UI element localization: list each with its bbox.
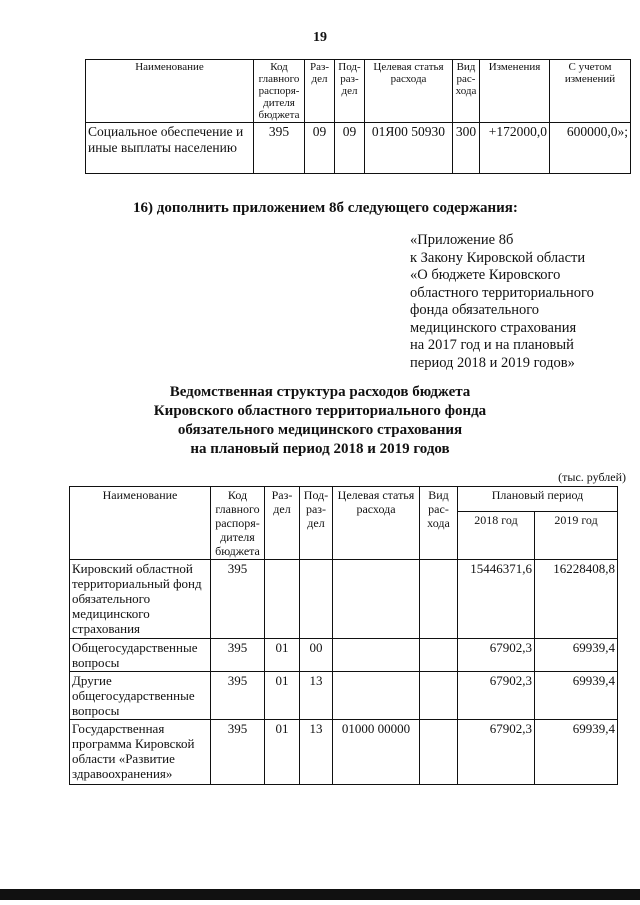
cell-razdel: 09 [305, 123, 335, 174]
cell-code: 395 [211, 560, 265, 639]
document-title [0, 383, 640, 459]
cell-razdel: 01 [265, 639, 300, 672]
cell-podrazdel [300, 560, 333, 639]
cell-name: Общегосударственные вопросы [70, 639, 211, 672]
cell-code: 395 [254, 123, 305, 174]
header-2019: 2019 год [535, 512, 618, 560]
appendix-line: к Закону Кировской области [410, 249, 586, 266]
header-code: Код главного распоря-дителя бюджета [254, 60, 305, 123]
appendix-line: «Приложение 8б [410, 232, 514, 248]
cell-name: Социальное обеспечение и иные выплаты населению [86, 123, 254, 174]
header-razdel: Раз-дел [305, 60, 335, 123]
expenditure-header-top [70, 487, 618, 512]
expenditure-table [69, 486, 618, 785]
header-podrazdel: Под-раз-дел [335, 60, 365, 123]
appendix-line: фонда обязательного [410, 302, 540, 318]
cell-podrazdel: 00 [300, 639, 333, 672]
cell-2018: 67902,3 [458, 639, 535, 672]
header-article: Целевая статья расхода [365, 60, 453, 123]
cell-article: 01000 00000 [333, 720, 420, 785]
appendix-line: на 2017 год и на плановый [410, 337, 574, 353]
header-with-changes: С учетом изменений [550, 60, 631, 123]
appendix-line: медицинского страхования [410, 319, 577, 336]
title-line: обязательного медицинского страхования [177, 422, 463, 438]
cell-name: Государственная программа Кировской области «Развитие здравоохранения» [70, 720, 211, 785]
header-changes: Изменения [480, 60, 550, 123]
title-line: Ведомственная структура расходов бюджета [169, 384, 471, 400]
header-article: Целевая статья расхода [333, 487, 420, 560]
changes-table [85, 59, 631, 174]
table-row [70, 560, 618, 639]
cell-with-changes: 600000,0»; [550, 123, 631, 174]
appendix-line: областного территориального [410, 284, 594, 301]
cell-2018: 15446371,6 [458, 560, 535, 639]
appendix-line: «О бюджете Кировского [410, 267, 561, 283]
cell-razdel: 01 [265, 720, 300, 785]
cell-2019: 69939,4 [535, 720, 618, 785]
header-razdel: Раз-дел [265, 487, 300, 560]
table-row [70, 672, 618, 720]
appendix-line: период 2018 и 2019 годов» [410, 354, 575, 371]
changes-table-header [86, 60, 631, 123]
header-name: Наименование [70, 487, 211, 560]
cell-razdel: 01 [265, 672, 300, 720]
cell-podrazdel: 09 [335, 123, 365, 174]
cell-name: Кировский областной территориальный фонд обязательного медицинского страхования [70, 560, 211, 639]
cell-code: 395 [211, 672, 265, 720]
cell-vid: 300 [453, 123, 480, 174]
bottom-border-bar [0, 889, 640, 900]
unit-label: (тыс. рублей) [558, 470, 626, 484]
cell-article: 01Я00 50930 [365, 123, 453, 174]
cell-article [333, 639, 420, 672]
cell-2019: 69939,4 [535, 639, 618, 672]
cell-2018: 67902,3 [458, 672, 535, 720]
cell-vid [420, 720, 458, 785]
cell-article [333, 560, 420, 639]
cell-code: 395 [211, 639, 265, 672]
cell-podrazdel: 13 [300, 720, 333, 785]
title-line: на плановый период 2018 и 2019 годов [190, 441, 450, 457]
header-code: Код главного распоря-дителя бюджета [211, 487, 265, 560]
cell-2018: 67902,3 [458, 720, 535, 785]
header-podrazdel: Под-раз-дел [300, 487, 333, 560]
cell-article [333, 672, 420, 720]
cell-vid [420, 672, 458, 720]
page-number: 19 [313, 30, 327, 45]
cell-razdel [265, 560, 300, 639]
table-row [70, 639, 618, 672]
table-row [86, 123, 631, 174]
header-2018: 2018 год [458, 512, 535, 560]
header-period: Плановый период [458, 487, 618, 512]
cell-vid [420, 639, 458, 672]
cell-vid [420, 560, 458, 639]
cell-changes: +172000,0 [480, 123, 550, 174]
title-line: Кировского областного территориального фонда [153, 403, 487, 419]
header-vid: Вид рас-хода [453, 60, 480, 123]
cell-2019: 69939,4 [535, 672, 618, 720]
cell-podrazdel: 13 [300, 672, 333, 720]
appendix-reference [410, 232, 630, 372]
header-vid: Вид рас-хода [420, 487, 458, 560]
instruction-text: 16) дополнить приложением 8б следующего содержания: [133, 200, 518, 216]
cell-name: Другие общегосударственные вопросы [70, 672, 211, 720]
table-row [70, 720, 618, 785]
cell-code: 395 [211, 720, 265, 785]
cell-2019: 16228408,8 [535, 560, 618, 639]
header-name: Наименование [86, 60, 254, 123]
